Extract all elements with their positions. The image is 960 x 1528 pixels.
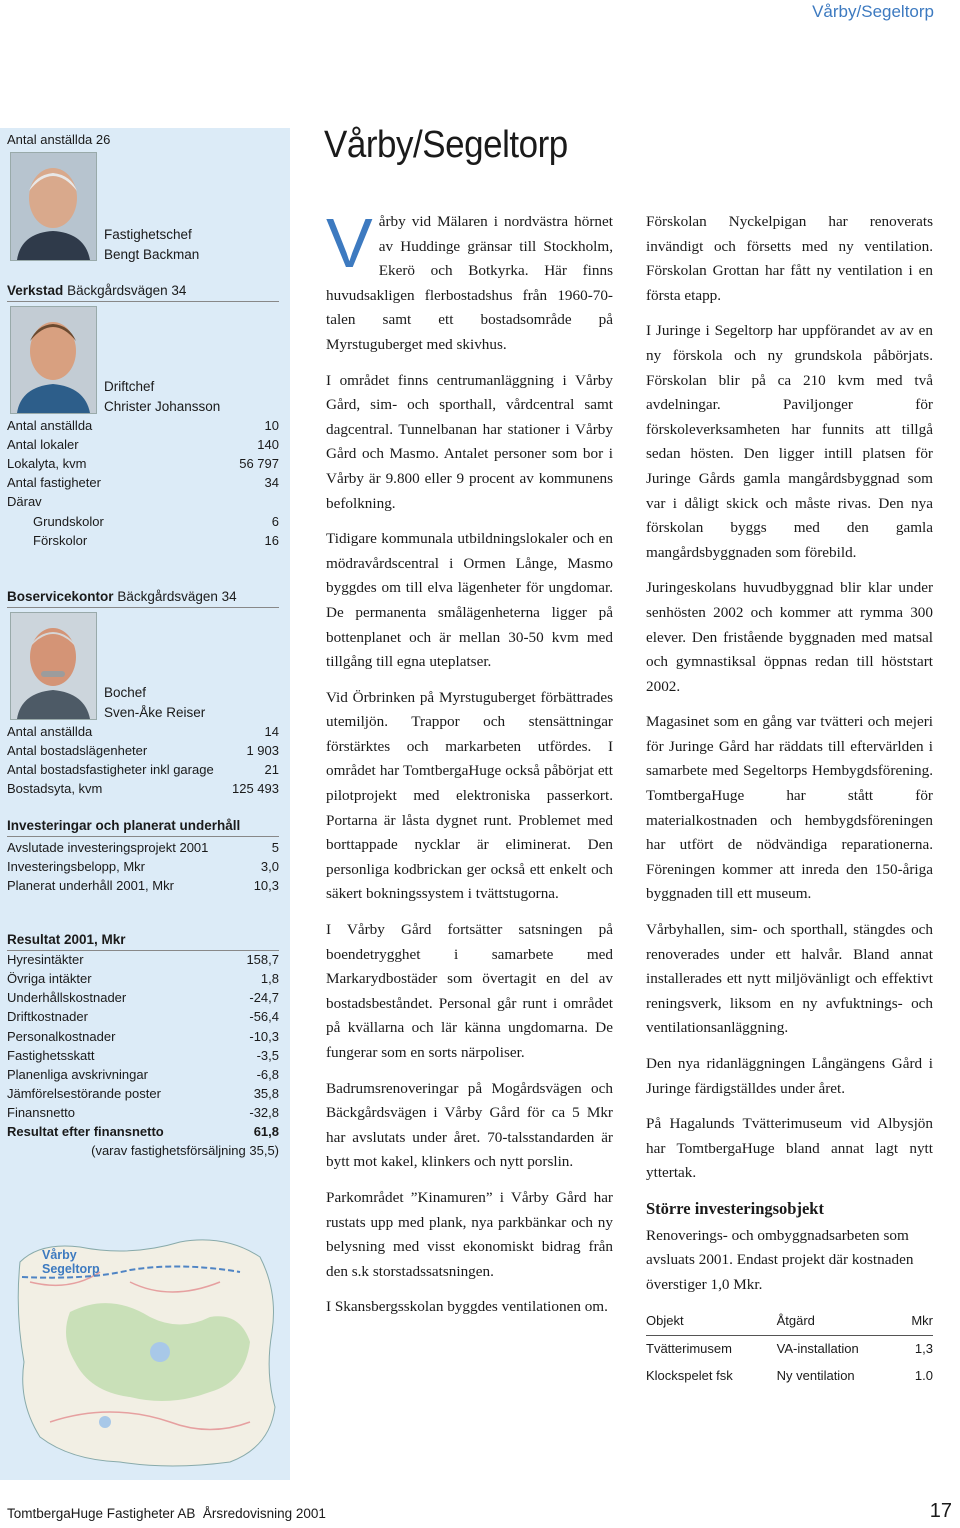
sidebar (0, 128, 290, 1480)
paragraph: Förskolan Nyckelpigan har renoverats invändigt och försetts med ny ventilation. Förskolan Grottan har fått ny ventilation i en första etapp. (646, 213, 933, 304)
map-label-varby: Vårby (42, 1248, 77, 1262)
table-cell: 1,3 (914, 1340, 933, 1356)
column-header: Objekt (646, 1308, 777, 1335)
stat-row: Antal anställda 14 (7, 724, 279, 739)
result-heading: Resultat 2001, Mkr (7, 932, 279, 951)
page-number: 17 (929, 1500, 952, 1522)
stat-row: Antal lokaler 140 (7, 437, 279, 452)
invest-row: Avslutade investeringsprojekt 2001 5 (7, 840, 279, 855)
person2-role: Driftchef (104, 379, 155, 394)
person2-name: Christer Johansson (104, 399, 221, 414)
paragraph: Badrumsrenoveringar på Mogårdsvägen och Bäckgårdsvägen i Vårby Gård för ca 5 Mkr har avslutats under året. 70-talsstandarden är bytt mot kakel, klinkers och nytt porslin. (326, 1079, 613, 1171)
result-row: Personalkostnader -10,3 (7, 1029, 279, 1044)
page-title: Vårby/Segeltorp (324, 124, 568, 166)
table-cell: Ny ventilation (776, 1367, 855, 1383)
photo-sven-ake-reiser (10, 612, 97, 720)
paragraph: I området finns centrumanläggning i Vårby Gård, sim- och sporthall, vårdcentral samt dagcentral. Tunnelbanan har stationer i Vårby Gård och Masmo. Antalet personer som bor i Vårby är 9.800 eller 9 procent av kommunens befolkning. (326, 371, 613, 512)
paragraph: Tidigare kommunala utbildningslokaler och en mödravårdscentral i Ormen Långe, Masmo byggdes om till elva lägenheter för ungdomar. De permanenta smålägenheterna ligger på bottenplanet och är mellan 30-50 kvm med tillgång till egna uteplatser. (326, 530, 613, 671)
boservice-heading: Boservicekontor Bäckgårdsvägen 34 (7, 589, 279, 608)
table-cell: 1.0 (914, 1367, 933, 1383)
result-row: Övriga intäkter 1,8 (7, 971, 279, 986)
stat-row: Grundskolor 6 (33, 514, 279, 529)
invest-row: Planerat underhåll 2001, Mkr 10,3 (7, 878, 279, 893)
person1-name: Bengt Backman (104, 247, 200, 262)
paragraph: Parkområdet ”Kinamuren” i Vårby Gård har rustats upp med plank, nya parkbänkar och ny belysning med visst ekonomiskt bidrag från den s.k storstadssatsningen. (326, 1188, 613, 1280)
paragraph: I Juringe i Segeltorp har uppförandet av av en ny förskola och ny grundskola påbörjats. Förskolan blir på ca 210 kvm med två avdelningar. Paviljonger för förskoleverksamheten har funnits att tillgå sedan hösten. Den ligger intill platsen för Juringe Gårds gamla mangårdsbyggnad som var i dåligt skick och måste rivas. Den nya förskolan byggs med den gamla mangårdsbyggnaden som förebild. (646, 322, 933, 561)
table-header-row (646, 1308, 933, 1335)
map-label-segeltorp: Segeltorp (42, 1262, 100, 1276)
invest-row: Investeringsbelopp, Mkr 3,0 (7, 859, 279, 874)
result-note: (varav fastighetsförsäljning 35,5) (91, 1143, 279, 1158)
stat-row: Antal fastigheter 34 (7, 475, 279, 490)
footer-text: TomtbergaHuge Fastigheter AB Årsredovisning 2001 (7, 1506, 326, 1521)
person1-role: Fastighetschef (104, 227, 192, 242)
column-header: Åtgärd (777, 1308, 901, 1335)
stat-row: Antal anställda 10 (7, 418, 279, 433)
invest-heading: Investeringar och planerat underhåll (7, 818, 279, 837)
running-header: Vårby/Segeltorp (812, 2, 934, 21)
paragraph: Vårbyhallen, sim- och sporthall, stängdes och renoverades under ett halvår. Bland annat installerades ett nytt miljövänligt och effektivt reningsverk, liksom en ny avfuktnings- och ventilationsanläggning. (646, 921, 933, 1037)
stat-row: Bostadsyta, kvm 125 493 (7, 781, 279, 796)
result-row: Planenliga avskrivningar -6,8 (7, 1067, 279, 1082)
person3-name: Sven-Åke Reiser (104, 705, 206, 720)
result-row: Fastighetsskatt -3,5 (7, 1048, 279, 1063)
stat-row: Lokalyta, kvm 56 797 (7, 456, 279, 471)
table-cell: Klockspelet fsk (646, 1367, 733, 1383)
column-header: Mkr (900, 1308, 933, 1335)
photo-christer-johansson (10, 306, 97, 414)
paragraph: Magasinet som en gång var tvätteri och mejeri för Juringe Gård har räddats till eftervärlden i samarbete med Segeltorps Hembygdsförening. TomtbergaHuge har stått för materialkostnaden och hembygdsföreningen har utfört de nödvändiga reparationerna. Föreningen kommer att inreda den 150-åriga byggnaden till ett museum. (646, 713, 933, 903)
dropcap: V (326, 204, 373, 282)
investment-table (646, 1308, 933, 1389)
paragraph: Vid Örbrinken på Myrstuguberget förbättrades utemiljön. Trappor och stensättningar förstärktes och markarbeten utfördes. I området har TomtbergaHuge också påbörjat ett pilotprojekt med elektroniska passerkort. Portarna är låsta dygnet runt. Problemet med borttappade nycklar är eliminerat. Den personliga kodbrickan ger också ett enkelt och säkert bokningssystem i tvättstugorna. (326, 688, 613, 903)
paragraph: I Vårby Gård fortsätter satsningen på boendetrygghet i samarbete med Markarydbostäder som övertagit en del av bostadsbeståndet. Personal går runt i området på kvällarna och lär känna ungdomarna. De fungerar som en sorts närpoliser. (326, 921, 613, 1061)
verkstad-heading: Verkstad Bäckgårdsvägen 34 (7, 283, 279, 302)
paragraph: På Hagalunds Tvätterimuseum vid Albysjön har TomtbergaHuge bland annat lagt nytt yttertak. (646, 1115, 933, 1182)
result-row: Jämförelsestörande poster 35,8 (7, 1086, 279, 1101)
sidebar-top-label: Antal anställda 26 (7, 132, 111, 147)
photo-bengt-backman (10, 152, 97, 261)
paragraph: Den nya ridanläggningen Långängens Gård i Juringe färdigställdes under året. (646, 1055, 933, 1097)
stat-row: Antal bostadsfastigheter inkl garage 21 (7, 762, 279, 777)
text-column-2 (646, 210, 933, 1389)
paragraph: I Skansbergsskolan byggdes ventilationen om. (326, 1298, 608, 1316)
result-total-row: Resultat efter finansnetto 61,8 (7, 1124, 279, 1139)
person3-role: Bochef (104, 685, 147, 700)
section-heading: Större investeringsobjekt (646, 1198, 824, 1218)
paragraph: Vårby vid Mälaren i nordvästra hörnet av Huddinge gränsar till Stockholm, Ekerö och Botkyrka. Här finns huvudsakligen flerbostadshus från 1960-70-talen samt ett bostadsområde på Myrstuguberget med skivhus. (326, 204, 613, 353)
stat-row: Antal bostadslägenheter 1 903 (7, 743, 279, 758)
result-row: Hyresintäkter 158,7 (7, 952, 279, 967)
table-cell: VA-installation (776, 1340, 859, 1356)
result-row: Finansnetto -32,8 (7, 1105, 279, 1120)
area-map (10, 1222, 285, 1472)
table-row (646, 1335, 933, 1362)
paragraph: Juringeskolans huvudbyggnad blir klar under senhösten 2002 och kommer att rymma 300 elever. Den fristående byggnaden med matsal och gymnastiksal öppnas redan till höststart 2002. (646, 579, 933, 695)
table-cell: Tvätterimusem (646, 1340, 732, 1356)
stat-row: Förskolor 16 (33, 533, 279, 548)
result-row: Underhållskostnader -24,7 (7, 990, 279, 1005)
paragraph: Renoverings- och ombyggnadsarbeten som avsluats 2001. Endast projekt där kostnaden överstiger 1,0 Mkr. (646, 1226, 914, 1293)
result-row: Driftkostnader -56,4 (7, 1009, 279, 1024)
text-column-1 (326, 204, 613, 1331)
table-row (646, 1363, 933, 1390)
stat-row: Därav (7, 494, 42, 509)
